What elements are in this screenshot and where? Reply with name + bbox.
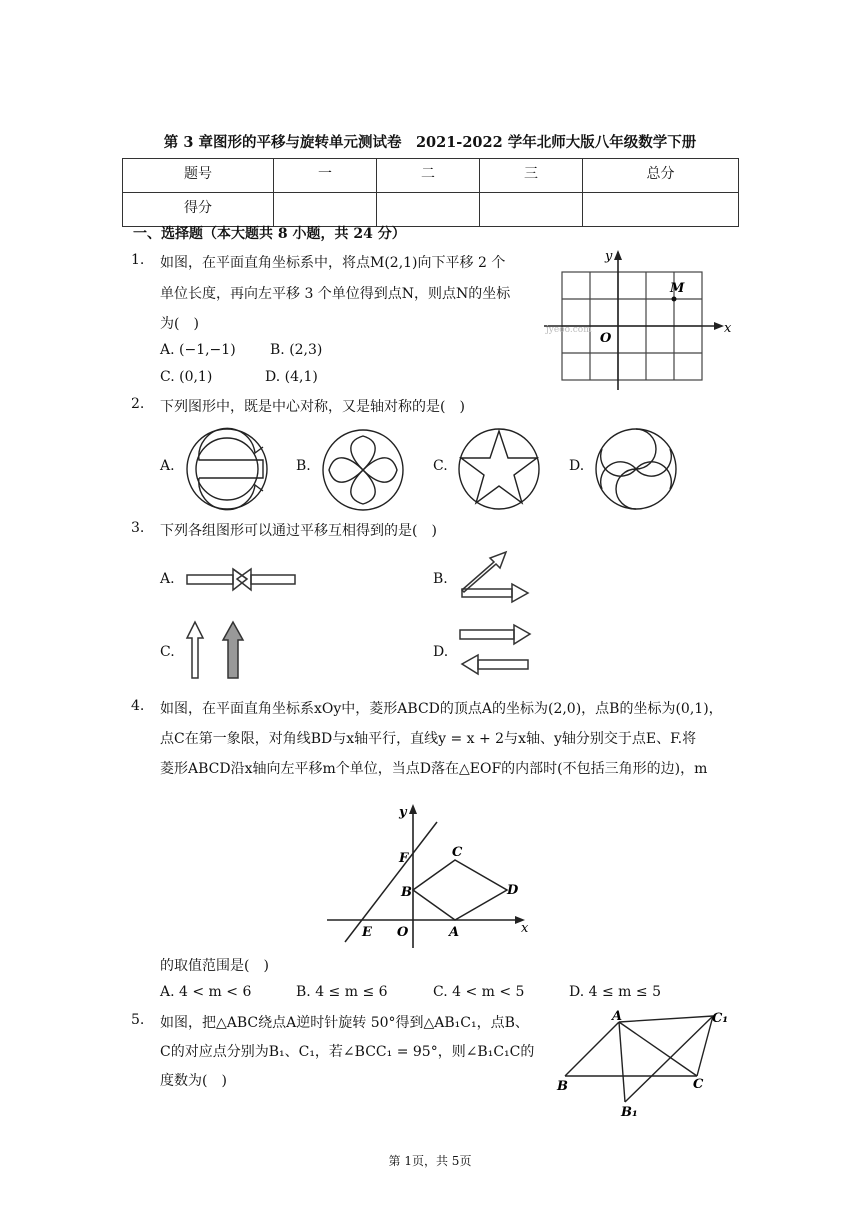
question-text: 的取值范围是( ) xyxy=(160,958,269,974)
table-cell: 题号 xyxy=(123,159,274,193)
option-a: A. (−1,−1) xyxy=(160,342,236,358)
point-label-d: D xyxy=(507,883,519,898)
table-cell xyxy=(583,193,739,227)
option-d-figure xyxy=(458,622,534,676)
y-axis-label: y xyxy=(399,805,407,820)
point-label-b1: B₁ xyxy=(621,1105,638,1120)
option-a-figure xyxy=(185,427,269,511)
option-c-figure xyxy=(457,427,541,511)
score-table xyxy=(122,158,739,227)
option-c: C. (0,1) xyxy=(160,369,213,385)
question-number: 1. xyxy=(131,252,145,268)
question-number: 3. xyxy=(131,520,145,536)
option-b: B. (2,3) xyxy=(270,342,323,358)
point-label-a: A xyxy=(449,925,460,940)
question-text: 为( ) xyxy=(160,316,199,332)
option-d: D. xyxy=(433,644,449,660)
option-a: A. xyxy=(160,571,175,587)
option-c: C. xyxy=(433,458,448,474)
point-label-b: B xyxy=(401,885,412,900)
origin-label: O xyxy=(600,331,612,346)
section-heading: 一、选择题（本大题共 8 小题，共 24 分） xyxy=(133,226,406,242)
question-number: 4. xyxy=(131,698,145,714)
option-b-figure xyxy=(321,428,405,512)
table-cell: 总分 xyxy=(583,159,739,193)
page-footer: 第 1页，共 5页 xyxy=(388,1154,472,1168)
point-label-c: C xyxy=(693,1077,704,1092)
question-number: 2. xyxy=(131,396,145,412)
option-a: A. 4 < m < 6 xyxy=(160,984,252,1000)
y-axis-label: y xyxy=(605,249,613,264)
option-c-figure xyxy=(185,620,247,682)
question-text: C的对应点分别为B₁、C₁，若∠BCC₁ = 95°，则∠B₁C₁C的 xyxy=(160,1044,535,1060)
option-b-figure xyxy=(458,548,534,604)
option-d: D. 4 ≤ m ≤ 5 xyxy=(569,984,661,1000)
option-c: C. 4 < m < 5 xyxy=(433,984,525,1000)
question-number: 5. xyxy=(131,1012,145,1028)
point-label-c1: C₁ xyxy=(712,1011,729,1026)
option-a: A. xyxy=(160,458,175,474)
question-text: 度数为( ) xyxy=(160,1073,227,1089)
option-c: C. xyxy=(160,644,175,660)
question-text: 下列图形中，既是中心对称，又是轴对称的是( ) xyxy=(160,399,465,415)
question-text: 如图，在平面直角坐标系中，将点M(2,1)向下平移 2 个 xyxy=(160,255,506,271)
table-cell: 二 xyxy=(377,159,480,193)
question-text: 下列各组图形可以通过平移互相得到的是( ) xyxy=(160,523,437,539)
question-text: 点C在第一象限，对角线BD与x轴平行，直线y = x + 2与x轴、y轴分别交于点E、F.将 xyxy=(160,731,697,747)
question-text: 如图，把△ABC绕点A逆时针旋转 50°得到△AB₁C₁，点B、 xyxy=(160,1015,529,1031)
point-label-m: M xyxy=(670,281,685,296)
table-row xyxy=(123,159,739,193)
table-cell: 三 xyxy=(480,159,583,193)
table-row xyxy=(123,193,739,227)
table-cell xyxy=(377,193,480,227)
origin-label: O xyxy=(397,925,409,940)
point-label-c: C xyxy=(452,845,463,860)
option-d: D. xyxy=(569,458,585,474)
point-label-f: F xyxy=(399,851,409,866)
question-text: 菱形ABCD沿x轴向左平移m个单位，当点D落在△EOF的内部时(不包括三角形的边)，m xyxy=(160,761,708,777)
point-label-e: E xyxy=(362,925,372,940)
option-a-figure xyxy=(185,565,297,595)
q4-rhombus-figure xyxy=(325,802,535,950)
table-cell xyxy=(480,193,583,227)
x-axis-label: x xyxy=(724,321,732,336)
option-b: B. xyxy=(296,458,311,474)
q5-rotation-figure xyxy=(555,1006,735,1121)
question-text: 单位长度，再向左平移 3 个单位得到点N，则点N的坐标 xyxy=(160,286,511,302)
table-cell xyxy=(274,193,377,227)
table-cell: 一 xyxy=(274,159,377,193)
option-d-figure xyxy=(594,427,678,511)
x-axis-label: x xyxy=(521,921,529,936)
option-d: D. (4,1) xyxy=(265,369,318,385)
table-cell: 得分 xyxy=(123,193,274,227)
point-label-b: B xyxy=(557,1079,568,1094)
q1-grid-figure xyxy=(540,246,740,392)
watermark: jyeoo.com xyxy=(546,325,592,335)
question-text: 如图，在平面直角坐标系xOy中，菱形ABCD的顶点A的坐标为(2,0)，点B的坐标为(0,1)， xyxy=(160,701,723,717)
option-b: B. 4 ≤ m ≤ 6 xyxy=(296,984,388,1000)
page-title: 第 3 章图形的平移与旋转单元测试卷 2021-2022 学年北师大版八年级数学下册 xyxy=(163,134,697,151)
point-label-a: A xyxy=(612,1009,623,1024)
option-b: B. xyxy=(433,571,448,587)
